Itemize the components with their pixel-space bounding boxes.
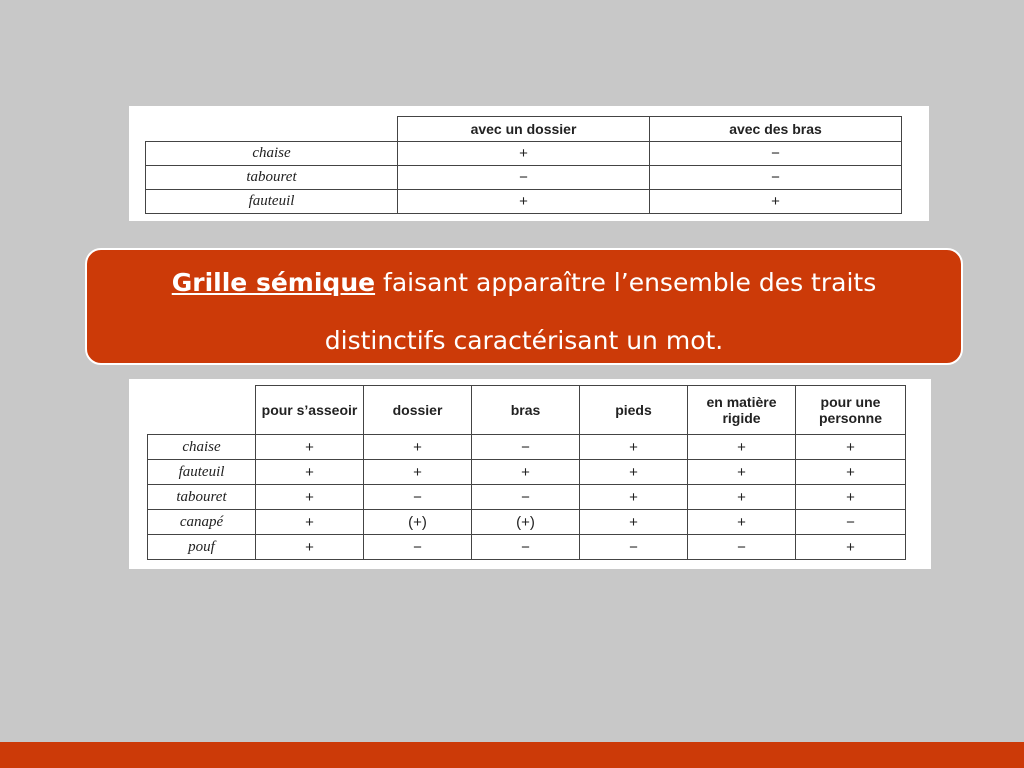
table-cell: −	[650, 166, 902, 190]
table-row	[148, 485, 906, 510]
column-header: avec des bras	[650, 117, 902, 142]
table-row	[146, 142, 902, 166]
table-cell: −	[472, 485, 580, 510]
table-cell: +	[364, 460, 472, 485]
column-header: bras	[472, 386, 580, 435]
table-cell: +	[580, 435, 688, 460]
semic-grid-small	[145, 116, 902, 214]
table-row	[148, 510, 906, 535]
table-cell: −	[364, 535, 472, 560]
table-cell: +	[256, 460, 364, 485]
table-header-row	[146, 117, 902, 142]
table-header-row	[148, 386, 906, 435]
table-cell: +	[796, 535, 906, 560]
column-header: pieds	[580, 386, 688, 435]
empty-corner-cell	[148, 386, 256, 435]
table-cell: +	[796, 435, 906, 460]
column-header: avec un dossier	[398, 117, 650, 142]
table-row	[148, 535, 906, 560]
table-cell: +	[256, 435, 364, 460]
row-label: tabouret	[146, 166, 398, 190]
table-cell: +	[472, 460, 580, 485]
semic-grid-large	[147, 385, 906, 560]
row-label: tabouret	[148, 485, 256, 510]
table-cell: +	[688, 435, 796, 460]
table-cell: +	[688, 485, 796, 510]
table-cell: +	[364, 435, 472, 460]
definition-callout	[85, 248, 963, 365]
row-label: canapé	[148, 510, 256, 535]
table-cell: (+)	[472, 510, 580, 535]
table-cell: +	[796, 485, 906, 510]
row-label: fauteuil	[146, 190, 398, 214]
row-label: chaise	[146, 142, 398, 166]
table-cell: −	[796, 510, 906, 535]
row-label: chaise	[148, 435, 256, 460]
callout-line-2: distinctifs caractérisant un mot.	[324, 326, 724, 355]
table-cell: −	[650, 142, 902, 166]
row-label: fauteuil	[148, 460, 256, 485]
table-cell: −	[472, 535, 580, 560]
table-cell: +	[256, 535, 364, 560]
callout-line-1	[87, 268, 961, 297]
column-header: dossier	[364, 386, 472, 435]
table-cell: +	[688, 510, 796, 535]
table-cell: +	[796, 460, 906, 485]
empty-corner-cell	[146, 117, 398, 142]
table-cell: −	[398, 166, 650, 190]
column-header: pour s’asseoir	[256, 386, 364, 435]
table-cell: +	[256, 485, 364, 510]
table-cell: −	[364, 485, 472, 510]
table-cell: (+)	[364, 510, 472, 535]
footer-accent-bar	[0, 742, 1024, 768]
table-cell: −	[580, 535, 688, 560]
table-cell: +	[256, 510, 364, 535]
callout-highlight: Grille sémique	[171, 268, 376, 297]
semic-grid-small-image	[129, 106, 929, 221]
table-row	[146, 166, 902, 190]
table-cell: +	[688, 460, 796, 485]
column-header: en matière rigide	[688, 386, 796, 435]
table-cell: −	[688, 535, 796, 560]
callout-text: faisant apparaître l’ensemble des traits	[375, 268, 877, 297]
table-row	[148, 435, 906, 460]
semic-grid-large-image	[129, 379, 931, 569]
table-cell: +	[398, 190, 650, 214]
table-row	[146, 190, 902, 214]
table-cell: +	[650, 190, 902, 214]
table-row	[148, 460, 906, 485]
table-cell: +	[580, 510, 688, 535]
table-cell: −	[472, 435, 580, 460]
table-cell: +	[580, 485, 688, 510]
column-header: pour une personne	[796, 386, 906, 435]
table-cell: +	[580, 460, 688, 485]
table-cell: +	[398, 142, 650, 166]
row-label: pouf	[148, 535, 256, 560]
